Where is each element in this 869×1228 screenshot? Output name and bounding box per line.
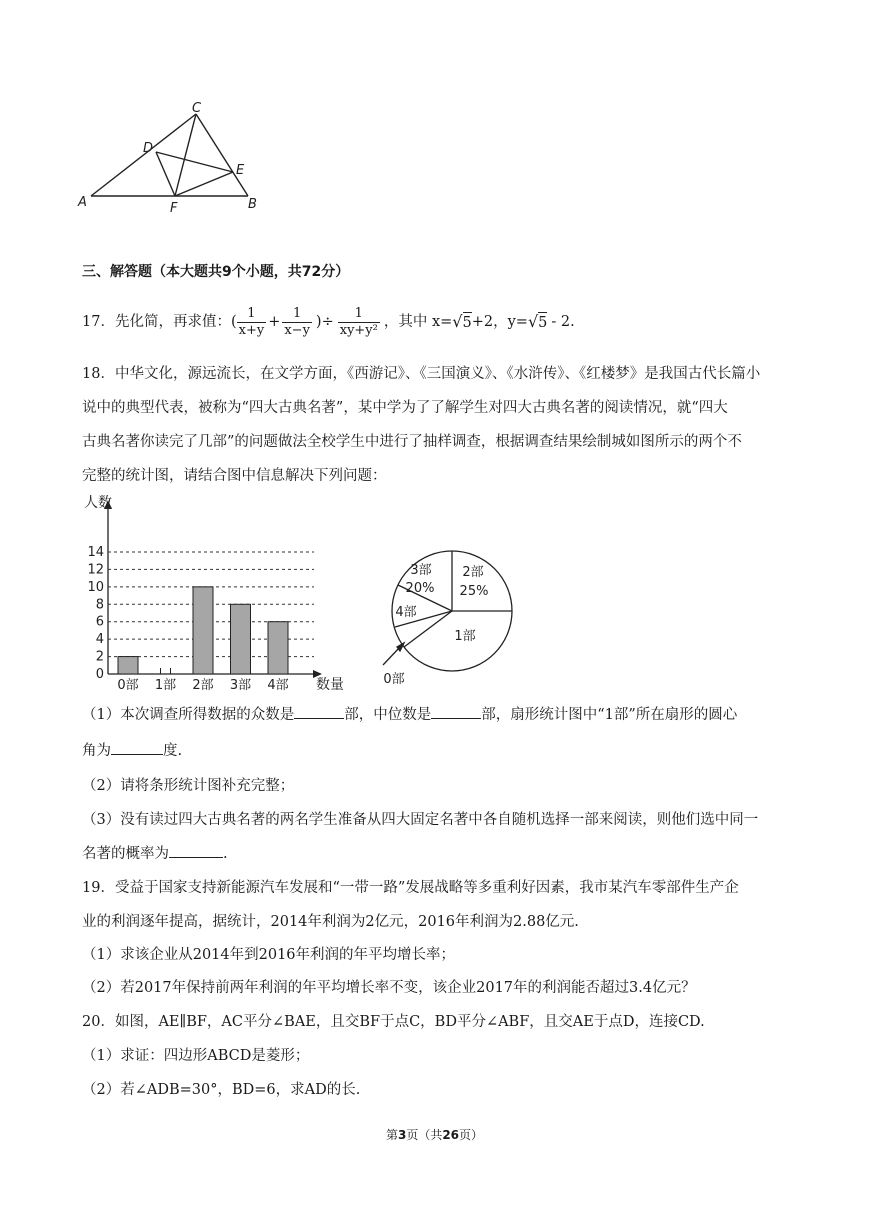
section-title: 三、解答题（本大题共9个小题，共72分） xyxy=(82,264,350,280)
y-tick-label: 14 xyxy=(87,545,104,560)
pie-label-3: 3部 xyxy=(410,563,432,578)
pie-percent-3: 20% xyxy=(405,581,435,596)
pie-label-1: 1部 xyxy=(454,629,476,644)
page-number: 3 xyxy=(397,1128,407,1142)
sqrt-radicand-1: 5 xyxy=(463,312,472,333)
q19-line-2: 业的利润逐年提高，据统计，2014年利润为2亿元，2016年利润为2.88亿元. xyxy=(82,914,579,930)
pie-percent-2: 25% xyxy=(459,584,489,599)
sqrt-radicand-2: 5 xyxy=(538,312,547,333)
label-e: E xyxy=(236,163,245,178)
pie-chart xyxy=(370,550,520,690)
y-tick-label: 6 xyxy=(95,614,104,630)
x-category-label: 3部 xyxy=(229,678,252,693)
label-c: C xyxy=(192,101,202,116)
q20-line-2: （1）求证：四边形ABCD是菱形； xyxy=(82,1048,310,1064)
page-total: 26 xyxy=(442,1128,460,1142)
q19-line-1: 19．受益于国家支持新能源汽车发展和“一带一路”发展战略等多重利好因素，我市某汽车零部件生产企 xyxy=(82,880,739,896)
q17-prefix: 17．先化简，再求值：( xyxy=(82,314,237,330)
fraction-1: $\frac{1}{x+y}$ xyxy=(238,305,265,338)
bar-2 xyxy=(193,587,213,674)
q18-line-1: 18．中华文化，源远流长，在文学方面，《西游记》、《三国演义》、《水浒传》、《红楼梦》是我国古代长篇小 xyxy=(82,366,761,382)
y-tick-label: 10 xyxy=(87,579,104,595)
label-a: A xyxy=(78,195,87,210)
x-category-label: 1部 xyxy=(154,678,177,693)
fraction-2: $\frac{1}{x-y}$ xyxy=(284,305,310,338)
q18-p3: （3）没有读过四大古典名著的两名学生准备从四大固定名著中各自随机选择一部来阅读，则他们选中同一 xyxy=(82,812,759,828)
y-tick-label: 4 xyxy=(95,632,104,648)
label-b: B xyxy=(248,197,257,212)
q18-line-4: 完整的统计图，请结合图中信息解决下列问题： xyxy=(82,468,387,484)
q17-cond2: +2，y= xyxy=(471,314,528,330)
bar-chart xyxy=(76,490,356,695)
y-tick-label: 2 xyxy=(95,649,104,665)
q19-line-4: （2）若2017年保持前两年利润的年平均增长率不变，该企业2017年的利润能否超过3.4亿元？ xyxy=(82,980,696,996)
q19-line-3: （1）求该企业从2014年到2016年利润的年平均增长率； xyxy=(82,947,456,963)
page-footer: 第3页（共26页） xyxy=(385,1128,484,1142)
sqrt-sign-2: √ xyxy=(527,312,539,331)
q18-line-3: 古典名著你读完了几部”的问题做法全校学生中进行了抽样调查，根据调查结果绘制城如图所示的两个不 xyxy=(82,434,742,450)
q17-cond1: ，其中 x= xyxy=(383,314,453,330)
x-axis-label: 数量 xyxy=(316,677,344,693)
label-f: F xyxy=(170,201,178,216)
x-category-label: 2部 xyxy=(192,678,214,693)
q17 xyxy=(82,302,575,342)
q17-cond3: - 2. xyxy=(551,314,575,330)
q20-line-3: （2）若∠ADB=30°，BD=6，求AD的长. xyxy=(82,1082,361,1098)
q18-line-2: 说中的典型代表，被称为“四大古典名著”，某中学为了了解学生对四大古典名著的阅读情况，就“四大 xyxy=(82,400,728,416)
q17-divide: )÷ xyxy=(315,314,334,330)
y-tick-label: 0 xyxy=(95,667,104,682)
y-tick-label: 12 xyxy=(87,562,104,578)
answer-blank-angle[interactable] xyxy=(111,740,163,755)
triangle-figure xyxy=(70,100,270,220)
q18-p3-cont: 名著的概率为 . xyxy=(82,843,228,864)
pie-label-2: 2部 xyxy=(462,565,484,580)
fraction-3: $\frac{1}{\text{xy+y²}}$ xyxy=(339,305,378,338)
q18-p1-cont: 角为 度. xyxy=(82,740,182,761)
q17-plus: + xyxy=(268,314,281,330)
bar-3 xyxy=(231,604,251,674)
answer-blank-probability[interactable] xyxy=(169,843,223,858)
label-d: D xyxy=(143,141,154,156)
answer-blank-median[interactable] xyxy=(431,704,481,719)
x-category-label: 4部 xyxy=(267,678,289,693)
answer-blank-mode[interactable] xyxy=(294,704,344,719)
sqrt-sign-1: √ xyxy=(452,312,463,331)
pie-label-4: 4部 xyxy=(395,605,417,620)
bar-0 xyxy=(118,657,138,674)
q20-line-1: 20．如图，AE∥BF，AC平分∠BAE，且交BF于点C，BD平分∠ABF，且交AE于点D，连接CD. xyxy=(82,1014,705,1030)
x-category-label: 0部 xyxy=(117,678,139,693)
q18-p2: （2）请将条形统计图补充完整； xyxy=(82,778,295,794)
bar-4 xyxy=(268,622,288,674)
y-tick-label: 8 xyxy=(95,597,104,613)
q18-p1: （1）本次调查所得数据的众数是 部，中位数是 部，扇形统计图中“1部”所在扇形的圆心 xyxy=(82,704,737,725)
pie-label-0: 0部 xyxy=(383,672,405,687)
y-axis-label: 人数 xyxy=(84,495,112,511)
